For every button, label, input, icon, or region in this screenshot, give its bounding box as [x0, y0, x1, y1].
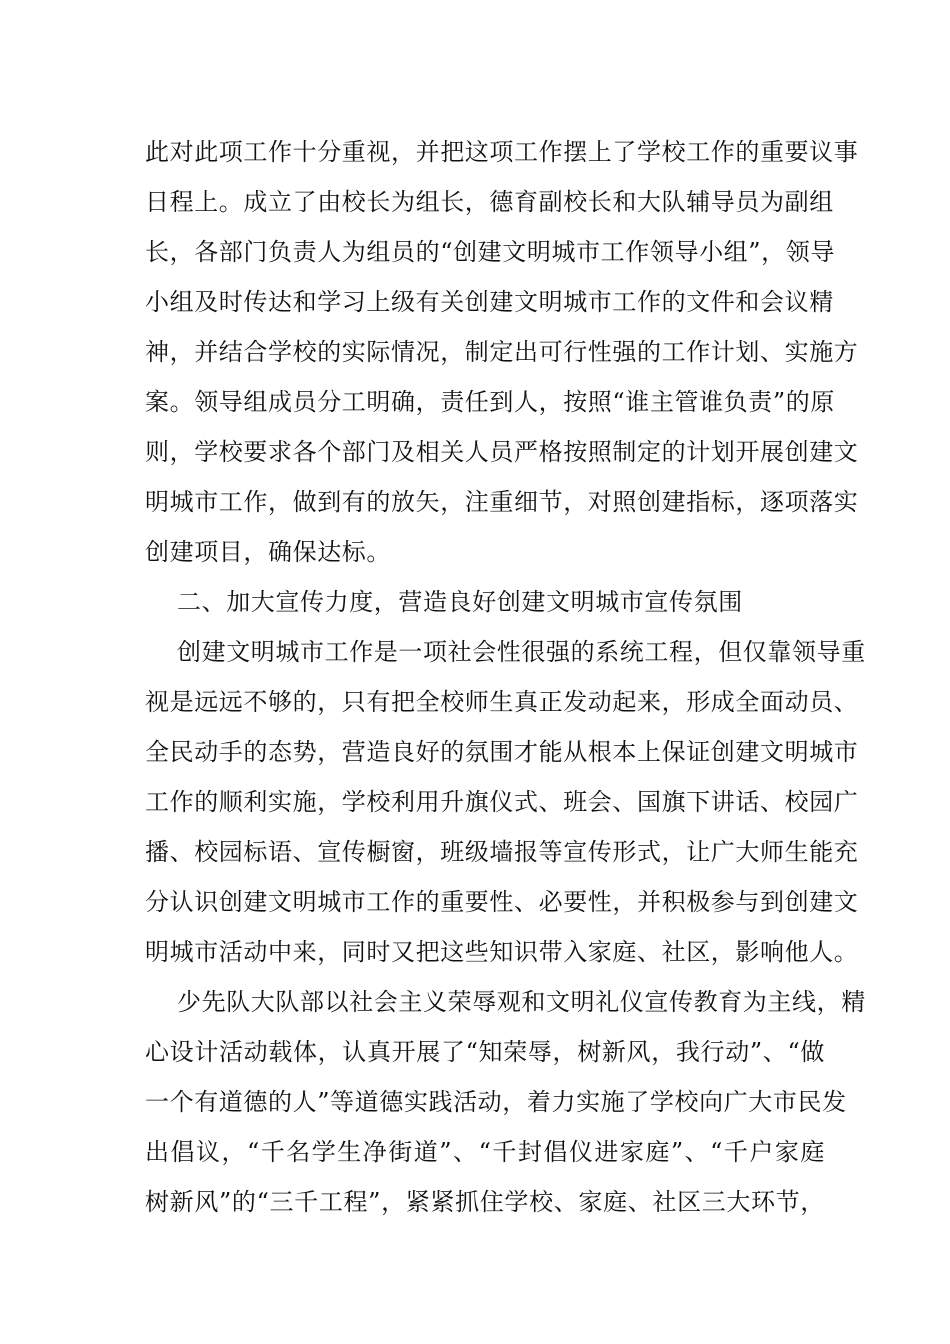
text-line: 明城市工作，做到有的放矢，注重细节，对照创建指标，逐项落实 — [145, 488, 859, 516]
text-line: 工作的顺利实施，学校利用升旗仪式、班会、国旗下讲话、校园广 — [145, 788, 859, 816]
text-line: 播、校园标语、宣传橱窗，班级墙报等宣传形式，让广大师生能充 — [145, 838, 859, 866]
text-line: 视是远远不够的，只有把全校师生真正发动起来，形成全面动员、 — [145, 688, 859, 716]
text-line: 案。领导组成员分工明确，责任到人，按照“谁主管谁负责”的原 — [145, 388, 835, 416]
text-line: 神，并结合学校的实际情况，制定出可行性强的工作计划、实施方 — [145, 338, 859, 366]
text-line: 分认识创建文明城市工作的重要性、必要性，并积极参与到创建文 — [145, 888, 859, 916]
text-line: 心设计活动载体，认真开展了“知荣辱，树新风，我行动”、“做 — [145, 1038, 825, 1066]
text-line: 一个有道德的人”等道德实践活动，着力实施了学校向广大市民发 — [145, 1088, 847, 1116]
text-line: 少先队大队部以社会主义荣辱观和文明礼仪宣传教育为主线，精 — [177, 988, 866, 1016]
text-line: 长，各部门负责人为组员的“创建文明城市工作领导小组”，领导 — [145, 238, 835, 266]
text-line: 小组及时传达和学习上级有关创建文明城市工作的文件和会议精 — [145, 288, 834, 316]
text-line: 出倡议，“千名学生净街道”、“千封倡仪进家庭”、“千户家庭 — [145, 1138, 825, 1166]
text-line: 明城市活动中来，同时又把这些知识带入家庭、社区，影响他人。 — [145, 938, 859, 966]
section-heading: 二、加大宣传力度，营造良好创建文明城市宣传氛围 — [177, 588, 743, 616]
text-line: 创建文明城市工作是一项社会性很强的系统工程，但仅靠领导重 — [177, 638, 866, 666]
text-line: 树新风”的“三千工程”，紧紧抓住学校、家庭、社区三大环节， — [145, 1188, 825, 1216]
text-line: 此对此项工作十分重视，并把这项工作摆上了学校工作的重要议事 — [145, 138, 859, 166]
text-line: 则，学校要求各个部门及相关人员严格按照制定的计划开展创建文 — [145, 438, 859, 466]
text-line: 创建项目，确保达标。 — [145, 538, 391, 566]
text-line: 日程上。成立了由校长为组长，德育副校长和大队辅导员为副组 — [145, 188, 834, 216]
text-line: 全民动手的态势，营造良好的氛围才能从根本上保证创建文明城市 — [145, 738, 859, 766]
